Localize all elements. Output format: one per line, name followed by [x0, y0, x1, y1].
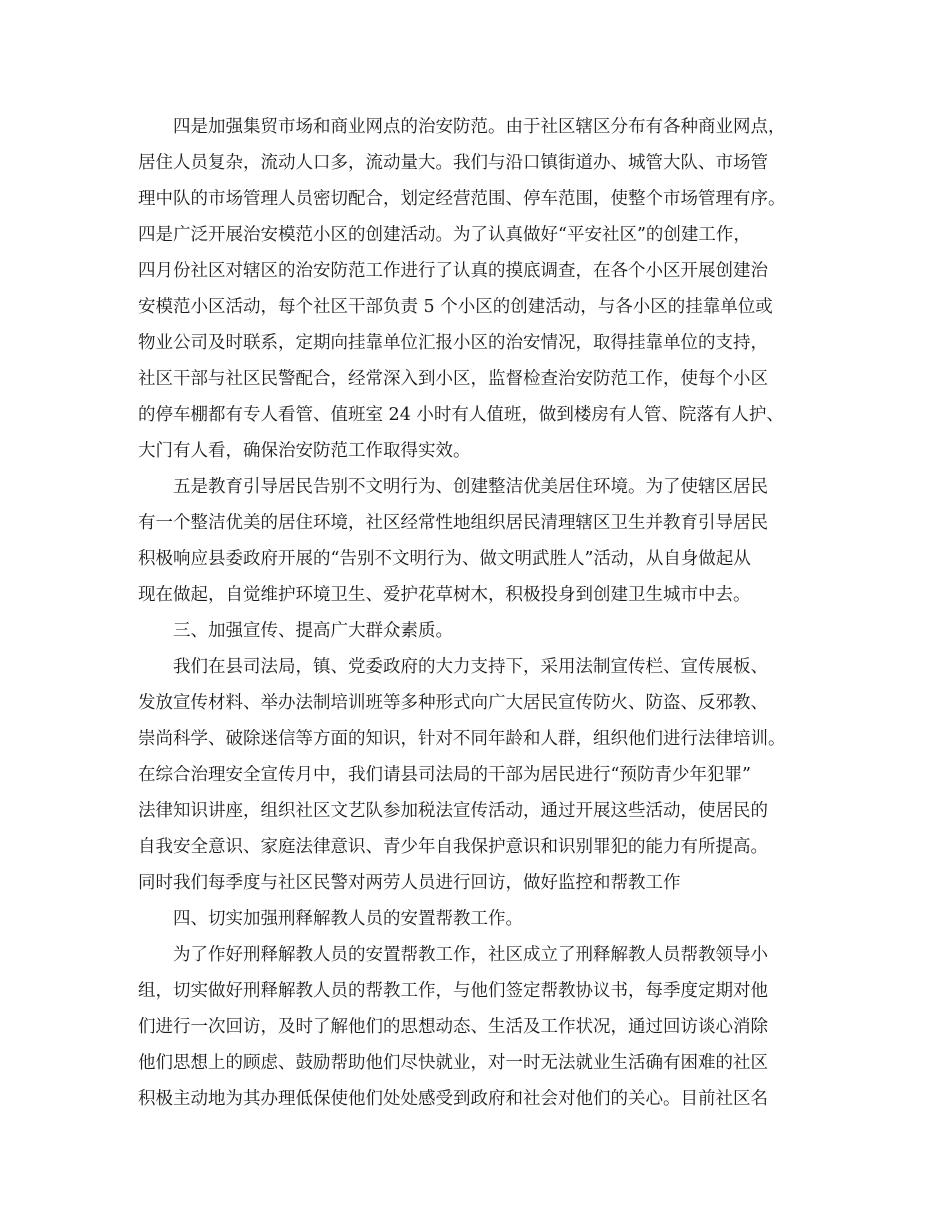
paragraph-line: 在综合治理安全宣传月中，我们请县司法局的干部为居民进行“预防青少年犯罪” [138, 765, 751, 785]
paragraph-line: 崇尚科学、破除迷信等方面的知识，针对不同年龄和人群，组织他们进行法律培训。 [138, 729, 786, 749]
paragraph-line: 他们思想上的顾虑、鼓励帮助他们尽快就业，对一时无法就业生活确有困难的社区 [138, 1053, 768, 1073]
section-heading: 四、切实加强刑释解教人员的安置帮教工作。 [173, 909, 523, 929]
paragraph-line: 法律知识讲座，组织社区文艺队参加税法宣传活动，通过开展这些活动，使居民的 [138, 801, 768, 821]
paragraph-line: 组，切实做好刑释解教人员的帮教工作，与他们签定帮教协议书，每季度定期对他 [138, 981, 768, 1001]
paragraph-line: 同时我们每季度与社区民警对两劳人员进行回访，做好监控和帮教工作 [138, 873, 681, 893]
paragraph-line: 现在做起，自觉维护环境卫生、爱护花草树木，积极投身到创建卫生城市中去。 [138, 585, 751, 605]
paragraph-line: 自我安全意识、家庭法律意识、青少年自我保护意识和识别罪犯的能力有所提高。 [138, 837, 768, 857]
paragraph-line: 为了作好刑释解教人员的安置帮教工作，社区成立了刑释解教人员帮教领导小 [173, 945, 768, 965]
paragraph-line: 我们在县司法局，镇、党委政府的大力支持下，采用法制宣传栏、宣传展板、 [173, 657, 768, 677]
paragraph-line: 积极主动地为其办理低保使他们处处感受到政府和社会对他们的关心。目前社区名 [138, 1089, 768, 1109]
paragraph-line: 物业公司及时联系，定期向挂靠单位汇报小区的治安情况，取得挂靠单位的支持， [138, 333, 768, 353]
paragraph-line: 安模范小区活动，每个社区干部负责 5 个小区的创建活动，与各小区的挂靠单位或 [138, 297, 773, 317]
paragraph-line: 四月份社区对辖区的治安防范工作进行了认真的摸底调查，在各个小区开展创建治 [138, 261, 768, 281]
paragraph-line: 的停车棚都有专人看管、值班室 24 小时有人值班，做到楼房有人管、院落有人护、 [138, 405, 784, 425]
paragraph-line: 四是广泛开展治安模范小区的创建活动。为了认真做好“平安社区”的创建工作， [138, 225, 751, 245]
paragraph-line: 四是加强集贸市场和商业网点的治安防范。由于社区辖区分布有各种商业网点， [173, 117, 786, 137]
paragraph-line: 五是教育引导居民告别不文明行为、创建整洁优美居住环境。为了使辖区居民 [173, 477, 768, 497]
paragraph-line: 大门有人看，确保治安防范工作取得实效。 [138, 441, 471, 461]
paragraph-line: 居住人员复杂，流动人口多，流动量大。我们与沿口镇街道办、城管大队、市场管 [138, 153, 768, 173]
paragraph-line: 社区干部与社区民警配合，经常深入到小区，监督检查治安防范工作，使每个小区 [138, 369, 768, 389]
paragraph-line: 积极响应县委政府开展的“告别不文明行为、做文明武胜人”活动，从自身做起从 [138, 549, 751, 569]
paragraph-line: 发放宣传材料、举办法制培训班等多种形式向广大居民宣传防火、防盗、反邪教、 [138, 693, 768, 713]
paragraph-line: 有一个整洁优美的居住环境，社区经常性地组织居民清理辖区卫生并教育引导居民 [138, 513, 768, 533]
paragraph-line: 理中队的市场管理人员密切配合，划定经营范围、停车范围，使整个市场管理有序。 [138, 189, 786, 209]
paragraph-line: 们进行一次回访，及时了解他们的思想动态、生活及工作状况，通过回访谈心消除 [138, 1017, 768, 1037]
section-heading: 三、加强宣传、提高广大群众素质。 [173, 621, 453, 641]
